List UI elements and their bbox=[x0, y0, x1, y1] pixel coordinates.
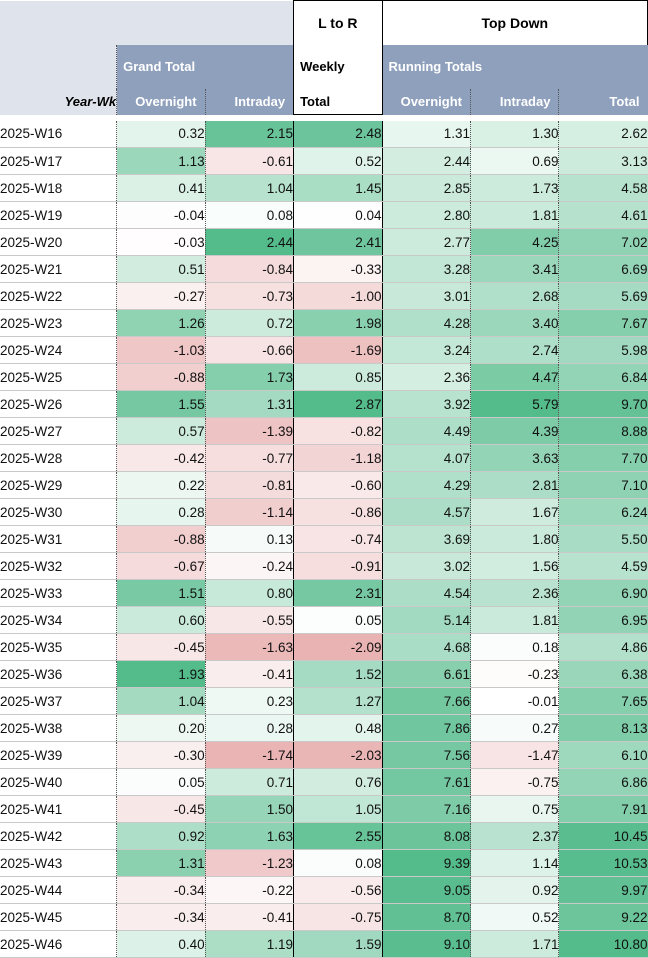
row-label: 2025-W35 bbox=[0, 634, 117, 661]
table-row bbox=[0, 121, 648, 148]
cell-rt-overnight: 7.86 bbox=[382, 715, 470, 742]
cell-rt-intraday: 2.81 bbox=[471, 472, 559, 499]
cell-weekly: -0.60 bbox=[294, 472, 382, 499]
cell-rt-overnight: 4.57 bbox=[382, 499, 470, 526]
cell-rt-intraday: 4.25 bbox=[471, 229, 559, 256]
cell-rt-total: 7.02 bbox=[559, 229, 648, 256]
cell-overnight: -0.45 bbox=[117, 796, 205, 823]
cell-overnight: 0.92 bbox=[117, 823, 205, 850]
table-row bbox=[0, 391, 648, 418]
cell-rt-intraday: 2.37 bbox=[471, 823, 559, 850]
cell-weekly: -0.86 bbox=[294, 499, 382, 526]
cell-rt-intraday: 1.80 bbox=[471, 526, 559, 553]
cell-rt-overnight: 3.92 bbox=[382, 391, 470, 418]
cell-rt-total: 6.84 bbox=[559, 364, 648, 391]
cell-intraday: -1.23 bbox=[205, 850, 293, 877]
cell-rt-intraday: 3.41 bbox=[471, 256, 559, 283]
cell-rt-total: 10.45 bbox=[559, 823, 648, 850]
table-row bbox=[0, 202, 648, 229]
header-group-top-down: Top Down bbox=[382, 1, 647, 45]
table-row bbox=[0, 769, 648, 796]
header-column-row bbox=[0, 89, 648, 115]
cell-rt-overnight: 3.02 bbox=[382, 553, 470, 580]
row-label: 2025-W30 bbox=[0, 499, 117, 526]
cell-rt-intraday: 5.79 bbox=[471, 391, 559, 418]
cell-rt-total: 7.65 bbox=[559, 688, 648, 715]
cell-rt-total: 6.24 bbox=[559, 499, 648, 526]
cell-rt-intraday: 1.56 bbox=[471, 553, 559, 580]
cell-rt-overnight: 4.68 bbox=[382, 634, 470, 661]
cell-intraday: 2.44 bbox=[205, 229, 293, 256]
row-label: 2025-W41 bbox=[0, 796, 117, 823]
header-group-l-to-r: L to R bbox=[294, 1, 382, 45]
cell-intraday: -0.61 bbox=[205, 148, 293, 175]
cell-overnight: 0.28 bbox=[117, 499, 205, 526]
row-label: 2025-W19 bbox=[0, 202, 117, 229]
row-label: 2025-W20 bbox=[0, 229, 117, 256]
header-group-grand-total: Grand Total bbox=[117, 45, 294, 89]
cell-rt-total: 9.70 bbox=[559, 391, 648, 418]
row-label: 2025-W43 bbox=[0, 850, 117, 877]
cell-intraday: -0.24 bbox=[205, 553, 293, 580]
cell-rt-intraday: 1.71 bbox=[471, 931, 559, 958]
cell-rt-total: 4.61 bbox=[559, 202, 648, 229]
cell-intraday: -1.14 bbox=[205, 499, 293, 526]
cell-weekly: 0.85 bbox=[294, 364, 382, 391]
cell-rt-total: 5.98 bbox=[559, 337, 648, 364]
cell-weekly: 2.31 bbox=[294, 580, 382, 607]
cell-rt-intraday: 2.68 bbox=[471, 283, 559, 310]
cell-intraday: 0.71 bbox=[205, 769, 293, 796]
row-label: 2025-W40 bbox=[0, 769, 117, 796]
cell-weekly: 2.48 bbox=[294, 121, 382, 148]
cell-overnight: 0.57 bbox=[117, 418, 205, 445]
row-label: 2025-W32 bbox=[0, 553, 117, 580]
cell-rt-total: 7.70 bbox=[559, 445, 648, 472]
row-label: 2025-W29 bbox=[0, 472, 117, 499]
cell-overnight: 1.13 bbox=[117, 148, 205, 175]
cell-rt-intraday: 0.27 bbox=[471, 715, 559, 742]
cell-rt-intraday: 0.18 bbox=[471, 634, 559, 661]
cell-rt-overnight: 2.36 bbox=[382, 364, 470, 391]
cell-overnight: -0.88 bbox=[117, 364, 205, 391]
cell-rt-total: 9.22 bbox=[559, 904, 648, 931]
row-label: 2025-W17 bbox=[0, 148, 117, 175]
row-label: 2025-W24 bbox=[0, 337, 117, 364]
table-header bbox=[0, 1, 648, 121]
cell-weekly: -1.00 bbox=[294, 283, 382, 310]
cell-overnight: -0.88 bbox=[117, 526, 205, 553]
row-label: 2025-W26 bbox=[0, 391, 117, 418]
cell-rt-overnight: 3.28 bbox=[382, 256, 470, 283]
cell-rt-total: 10.80 bbox=[559, 931, 648, 958]
cell-overnight: -0.67 bbox=[117, 553, 205, 580]
cell-weekly: -0.91 bbox=[294, 553, 382, 580]
cell-rt-overnight: 3.69 bbox=[382, 526, 470, 553]
table-row bbox=[0, 175, 648, 202]
cell-weekly: 2.41 bbox=[294, 229, 382, 256]
header-col-total-weekly: Total bbox=[294, 89, 382, 115]
cell-rt-total: 7.10 bbox=[559, 472, 648, 499]
table-row bbox=[0, 850, 648, 877]
cell-rt-overnight: 4.07 bbox=[382, 445, 470, 472]
cell-rt-total: 8.13 bbox=[559, 715, 648, 742]
header-col-intraday: Intraday bbox=[205, 89, 293, 115]
cell-rt-total: 5.50 bbox=[559, 526, 648, 553]
cell-weekly: 1.05 bbox=[294, 796, 382, 823]
row-label: 2025-W39 bbox=[0, 742, 117, 769]
cell-rt-total: 6.38 bbox=[559, 661, 648, 688]
cell-weekly: 1.59 bbox=[294, 931, 382, 958]
row-label: 2025-W33 bbox=[0, 580, 117, 607]
table-row bbox=[0, 904, 648, 931]
cell-rt-overnight: 1.31 bbox=[382, 121, 470, 148]
cell-rt-intraday: 1.81 bbox=[471, 607, 559, 634]
cell-overnight: 0.51 bbox=[117, 256, 205, 283]
cell-intraday: 0.08 bbox=[205, 202, 293, 229]
cell-intraday: -0.77 bbox=[205, 445, 293, 472]
cell-intraday: -0.66 bbox=[205, 337, 293, 364]
cell-rt-overnight: 2.44 bbox=[382, 148, 470, 175]
cell-overnight: 1.04 bbox=[117, 688, 205, 715]
cell-overnight: 0.32 bbox=[117, 121, 205, 148]
cell-rt-intraday: 3.40 bbox=[471, 310, 559, 337]
cell-rt-intraday: 1.81 bbox=[471, 202, 559, 229]
cell-rt-intraday: 0.69 bbox=[471, 148, 559, 175]
cell-overnight: 0.41 bbox=[117, 175, 205, 202]
cell-intraday: -0.73 bbox=[205, 283, 293, 310]
header-corner-blank bbox=[0, 1, 117, 45]
header-subgroup-row bbox=[0, 45, 648, 89]
table-row bbox=[0, 310, 648, 337]
cell-rt-overnight: 9.39 bbox=[382, 850, 470, 877]
cell-overnight: 0.60 bbox=[117, 607, 205, 634]
row-label: 2025-W38 bbox=[0, 715, 117, 742]
table-row bbox=[0, 256, 648, 283]
cell-rt-intraday: 1.14 bbox=[471, 850, 559, 877]
cell-rt-intraday: 1.67 bbox=[471, 499, 559, 526]
cell-intraday: -0.84 bbox=[205, 256, 293, 283]
cell-intraday: -1.63 bbox=[205, 634, 293, 661]
cell-weekly: 1.52 bbox=[294, 661, 382, 688]
table-row bbox=[0, 229, 648, 256]
cell-weekly: -1.18 bbox=[294, 445, 382, 472]
cell-intraday: -0.41 bbox=[205, 904, 293, 931]
cell-rt-intraday: -0.01 bbox=[471, 688, 559, 715]
cell-overnight: 1.26 bbox=[117, 310, 205, 337]
cell-overnight: -0.03 bbox=[117, 229, 205, 256]
cell-rt-overnight: 9.05 bbox=[382, 877, 470, 904]
cell-rt-total: 7.91 bbox=[559, 796, 648, 823]
cell-rt-total: 7.67 bbox=[559, 310, 648, 337]
table-row bbox=[0, 877, 648, 904]
table-row bbox=[0, 580, 648, 607]
row-label: 2025-W37 bbox=[0, 688, 117, 715]
header-col-rt-intraday: Intraday bbox=[471, 89, 559, 115]
cell-weekly: 0.05 bbox=[294, 607, 382, 634]
cell-rt-overnight: 9.10 bbox=[382, 931, 470, 958]
cell-rt-overnight: 3.24 bbox=[382, 337, 470, 364]
table-row bbox=[0, 715, 648, 742]
cell-rt-intraday: 3.63 bbox=[471, 445, 559, 472]
cell-rt-overnight: 7.56 bbox=[382, 742, 470, 769]
cell-rt-total: 10.53 bbox=[559, 850, 648, 877]
cell-rt-overnight: 4.29 bbox=[382, 472, 470, 499]
header-group-running-totals: Running Totals bbox=[382, 45, 647, 89]
cell-overnight: 1.31 bbox=[117, 850, 205, 877]
cell-rt-total: 4.59 bbox=[559, 553, 648, 580]
row-label: 2025-W23 bbox=[0, 310, 117, 337]
cell-overnight: 0.05 bbox=[117, 769, 205, 796]
row-label: 2025-W22 bbox=[0, 283, 117, 310]
cell-rt-overnight: 4.49 bbox=[382, 418, 470, 445]
cell-rt-overnight: 6.61 bbox=[382, 661, 470, 688]
cell-overnight: -0.30 bbox=[117, 742, 205, 769]
cell-rt-overnight: 7.66 bbox=[382, 688, 470, 715]
cell-rt-overnight: 4.54 bbox=[382, 580, 470, 607]
cell-rt-total: 2.62 bbox=[559, 121, 648, 148]
header-year-wk: Year-Wk bbox=[0, 89, 117, 115]
cell-rt-total: 6.10 bbox=[559, 742, 648, 769]
table-row bbox=[0, 148, 648, 175]
row-label: 2025-W44 bbox=[0, 877, 117, 904]
cell-overnight: -0.27 bbox=[117, 283, 205, 310]
cell-rt-total: 6.86 bbox=[559, 769, 648, 796]
row-label: 2025-W27 bbox=[0, 418, 117, 445]
cell-weekly: -0.56 bbox=[294, 877, 382, 904]
cell-rt-intraday: 2.74 bbox=[471, 337, 559, 364]
cell-intraday: -0.55 bbox=[205, 607, 293, 634]
row-label: 2025-W28 bbox=[0, 445, 117, 472]
row-label: 2025-W18 bbox=[0, 175, 117, 202]
cell-weekly: 2.87 bbox=[294, 391, 382, 418]
cell-weekly: -0.82 bbox=[294, 418, 382, 445]
cell-rt-intraday: -0.75 bbox=[471, 769, 559, 796]
cell-intraday: 1.50 bbox=[205, 796, 293, 823]
cell-rt-total: 6.69 bbox=[559, 256, 648, 283]
cell-overnight: -1.03 bbox=[117, 337, 205, 364]
cell-intraday: 0.80 bbox=[205, 580, 293, 607]
cell-rt-total: 9.97 bbox=[559, 877, 648, 904]
cell-weekly: 1.45 bbox=[294, 175, 382, 202]
cell-overnight: 0.20 bbox=[117, 715, 205, 742]
cell-rt-overnight: 8.08 bbox=[382, 823, 470, 850]
cell-weekly: 0.04 bbox=[294, 202, 382, 229]
cell-overnight: -0.42 bbox=[117, 445, 205, 472]
cell-weekly: 1.98 bbox=[294, 310, 382, 337]
table-row bbox=[0, 823, 648, 850]
cell-weekly: -1.69 bbox=[294, 337, 382, 364]
cell-rt-intraday: 2.36 bbox=[471, 580, 559, 607]
cell-overnight: 1.55 bbox=[117, 391, 205, 418]
header-col-weekly: Weekly bbox=[294, 45, 382, 89]
table-row bbox=[0, 553, 648, 580]
cell-rt-total: 8.88 bbox=[559, 418, 648, 445]
row-label: 2025-W21 bbox=[0, 256, 117, 283]
cell-intraday: -1.39 bbox=[205, 418, 293, 445]
cell-rt-total: 4.86 bbox=[559, 634, 648, 661]
cell-rt-intraday: -1.47 bbox=[471, 742, 559, 769]
cell-intraday: 1.73 bbox=[205, 364, 293, 391]
table-row bbox=[0, 472, 648, 499]
cell-rt-overnight: 7.61 bbox=[382, 769, 470, 796]
table-row bbox=[0, 634, 648, 661]
cell-weekly: 0.48 bbox=[294, 715, 382, 742]
cell-overnight: 0.22 bbox=[117, 472, 205, 499]
cell-intraday: 1.19 bbox=[205, 931, 293, 958]
table-body bbox=[0, 121, 648, 958]
table-row bbox=[0, 337, 648, 364]
cell-rt-total: 6.90 bbox=[559, 580, 648, 607]
cell-rt-intraday: 1.73 bbox=[471, 175, 559, 202]
cell-intraday: -1.74 bbox=[205, 742, 293, 769]
cell-rt-overnight: 5.14 bbox=[382, 607, 470, 634]
row-label: 2025-W31 bbox=[0, 526, 117, 553]
cell-intraday: 0.13 bbox=[205, 526, 293, 553]
row-label: 2025-W16 bbox=[0, 121, 117, 148]
cell-rt-total: 4.58 bbox=[559, 175, 648, 202]
cell-overnight: -0.34 bbox=[117, 877, 205, 904]
cell-rt-overnight: 2.77 bbox=[382, 229, 470, 256]
cell-rt-intraday: 4.47 bbox=[471, 364, 559, 391]
cell-rt-total: 3.13 bbox=[559, 148, 648, 175]
cell-intraday: -0.81 bbox=[205, 472, 293, 499]
header-corner-blank-2 bbox=[0, 45, 117, 89]
cell-intraday: -0.41 bbox=[205, 661, 293, 688]
header-blank-grand-total bbox=[117, 1, 294, 45]
cell-weekly: -0.74 bbox=[294, 526, 382, 553]
cell-intraday: 1.04 bbox=[205, 175, 293, 202]
cell-weekly: -0.33 bbox=[294, 256, 382, 283]
table-row bbox=[0, 445, 648, 472]
row-label: 2025-W46 bbox=[0, 931, 117, 958]
row-label: 2025-W45 bbox=[0, 904, 117, 931]
cell-overnight: -0.45 bbox=[117, 634, 205, 661]
cell-rt-intraday: 0.75 bbox=[471, 796, 559, 823]
header-col-rt-overnight: Overnight bbox=[382, 89, 470, 115]
cell-weekly: 0.76 bbox=[294, 769, 382, 796]
cell-intraday: -0.22 bbox=[205, 877, 293, 904]
table-row bbox=[0, 526, 648, 553]
table-row bbox=[0, 661, 648, 688]
cell-weekly: 1.27 bbox=[294, 688, 382, 715]
cell-rt-overnight: 7.16 bbox=[382, 796, 470, 823]
cell-overnight: 0.40 bbox=[117, 931, 205, 958]
cell-rt-overnight: 4.28 bbox=[382, 310, 470, 337]
header-group-row bbox=[0, 1, 648, 45]
cell-weekly: 0.08 bbox=[294, 850, 382, 877]
cell-rt-overnight: 2.80 bbox=[382, 202, 470, 229]
table-row bbox=[0, 688, 648, 715]
cell-intraday: 0.28 bbox=[205, 715, 293, 742]
cell-intraday: 2.15 bbox=[205, 121, 293, 148]
cell-rt-intraday: -0.23 bbox=[471, 661, 559, 688]
row-label: 2025-W36 bbox=[0, 661, 117, 688]
table-row bbox=[0, 607, 648, 634]
row-label: 2025-W25 bbox=[0, 364, 117, 391]
cell-weekly: -2.09 bbox=[294, 634, 382, 661]
cell-overnight: -0.04 bbox=[117, 202, 205, 229]
cell-intraday: 0.23 bbox=[205, 688, 293, 715]
cell-rt-intraday: 0.52 bbox=[471, 904, 559, 931]
cell-rt-intraday: 4.39 bbox=[471, 418, 559, 445]
cell-rt-total: 5.69 bbox=[559, 283, 648, 310]
table-row bbox=[0, 283, 648, 310]
cell-intraday: 1.63 bbox=[205, 823, 293, 850]
cell-rt-total: 6.95 bbox=[559, 607, 648, 634]
cell-rt-intraday: 0.92 bbox=[471, 877, 559, 904]
cell-intraday: 1.31 bbox=[205, 391, 293, 418]
cell-weekly: 2.55 bbox=[294, 823, 382, 850]
header-col-rt-total: Total bbox=[559, 89, 648, 115]
table-row bbox=[0, 931, 648, 958]
cell-overnight: 1.51 bbox=[117, 580, 205, 607]
table-row bbox=[0, 742, 648, 769]
header-col-overnight: Overnight bbox=[117, 89, 205, 115]
cell-weekly: -0.75 bbox=[294, 904, 382, 931]
table-row bbox=[0, 364, 648, 391]
cell-weekly: -2.03 bbox=[294, 742, 382, 769]
table-row bbox=[0, 499, 648, 526]
cell-rt-intraday: 1.30 bbox=[471, 121, 559, 148]
cell-rt-overnight: 8.70 bbox=[382, 904, 470, 931]
cell-rt-overnight: 3.01 bbox=[382, 283, 470, 310]
cell-intraday: 0.72 bbox=[205, 310, 293, 337]
cell-weekly: 0.52 bbox=[294, 148, 382, 175]
table-row bbox=[0, 796, 648, 823]
cell-overnight: -0.34 bbox=[117, 904, 205, 931]
row-label: 2025-W34 bbox=[0, 607, 117, 634]
row-label: 2025-W42 bbox=[0, 823, 117, 850]
cell-rt-overnight: 2.85 bbox=[382, 175, 470, 202]
table-row bbox=[0, 418, 648, 445]
cell-overnight: 1.93 bbox=[117, 661, 205, 688]
